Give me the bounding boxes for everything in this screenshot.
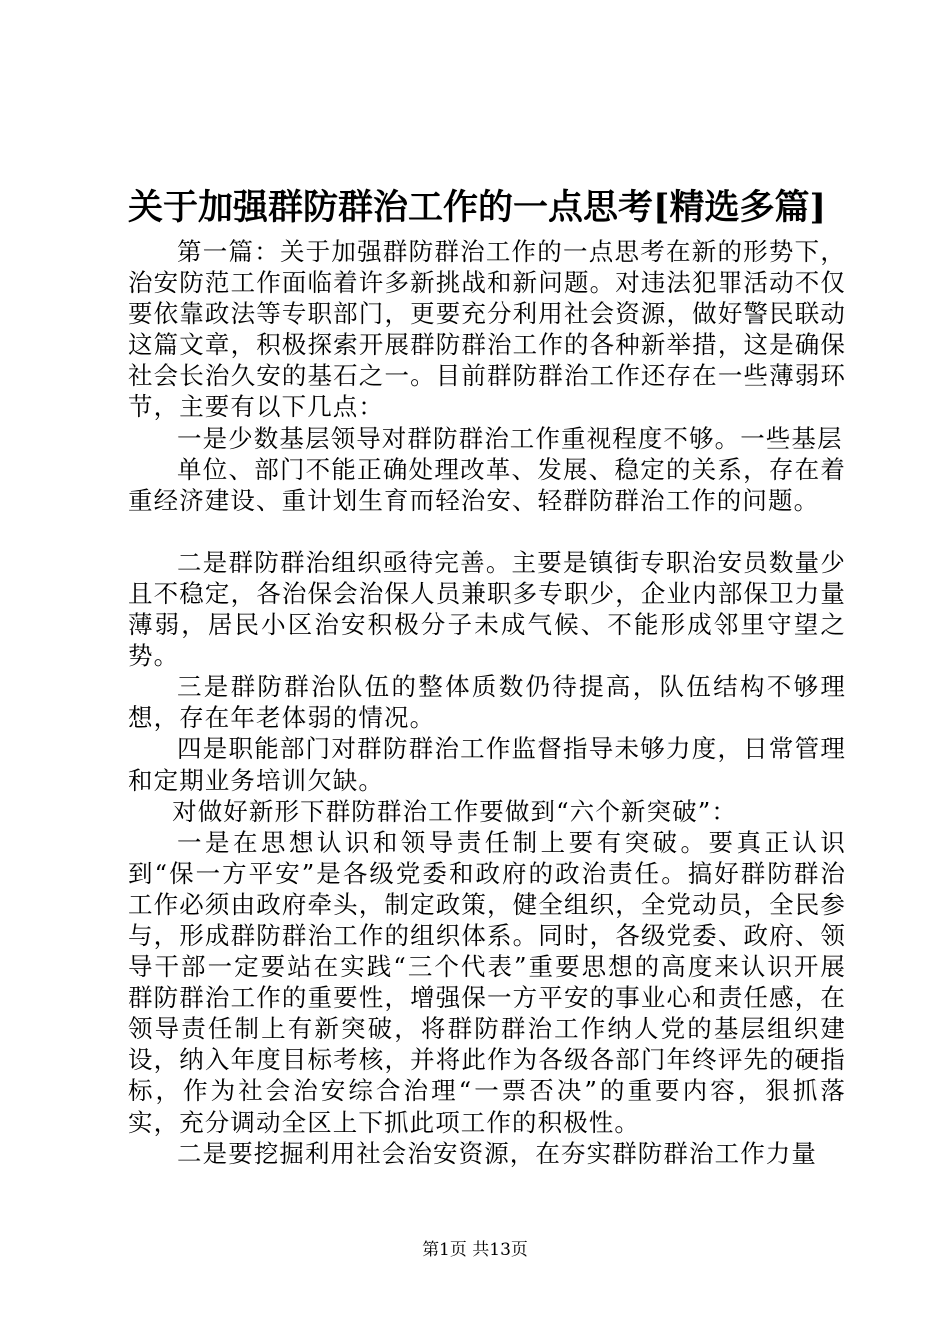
paragraph-point-4: 四是职能部门对群防群治工作监督指导未够力度，日常管理和定期业务培训欠缺。	[128, 734, 846, 795]
paragraph-point-2: 二是群防群治组织亟待完善。主要是镇街专职治安员数量少且不稳定，各治保会治保人员兼职多专职少，企业内部保卫力量薄弱，居民小区治安积极分子未成气候、不能形成邻里守望之势。	[128, 547, 846, 671]
paragraph-six-breakthroughs: 对做好新形下群防群治工作要做到“六个新突破”：	[172, 796, 737, 826]
page-number-footer: 第1页 共13页	[422, 1240, 528, 1260]
paragraph-breakthrough-2: 二是要挖掘利用社会治安资源，在夯实群防群治工作力量	[177, 1138, 817, 1168]
document-title: 关于加强群防群治工作的一点思考[精选多篇]	[128, 187, 827, 228]
paragraph-point-3: 三是群防群治队伍的整体质数仍待提高，队伍结构不够理想，存在年老体弱的情况。	[128, 672, 846, 733]
paragraph-intro: 第一篇：关于加强群防群治工作的一点思考在新的形势下，治安防范工作面临着许多新挑战和新问题。对违法犯罪活动不仅要依靠政法等专职部门，更要充分利用社会资源，做好警民联动这篇文章，积极探索开展群防群治工作的各种新举措，这是确保社会长治久安的基石之一。目前群防群治工作还存在一些薄弱环节，主要有以下几点：	[128, 237, 846, 422]
paragraph-point-1: 一是少数基层领导对群防群治工作重视程度不够。一些基层	[177, 423, 843, 453]
document-body	[128, 236, 846, 1169]
paragraph-breakthrough-1: 一是在思想认识和领导责任制上要有突破。要真正认识到“保一方平安”是各级党委和政府的政治责任。搞好群防群治工作必须由政府牵头，制定政策，健全组织，全党动员，全民参与，形成群防群治工作的组织体系。同时，各级党委、政府、领导干部一定要站在实践“三个代表”重要思想的高度来认识开展群防群治工作的重要性，增强保一方平安的事业心和责任感，在领导责任制上有新突破，将群防群治工作纳人党的基层组织建设，纳入年度目标考核，并将此作为各级各部门年终评先的硬指标，作为社会治安综合治理“一票否决”的重要内容，狠抓落实，充分调动全区上下抓此项工作的积极性。	[128, 827, 846, 1137]
paragraph-point-1-continued: 单位、部门不能正确处理改革、发展、稳定的关系，存在着重经济建设、重计划生育而轻治安、轻群防群治工作的问题。	[128, 454, 846, 515]
